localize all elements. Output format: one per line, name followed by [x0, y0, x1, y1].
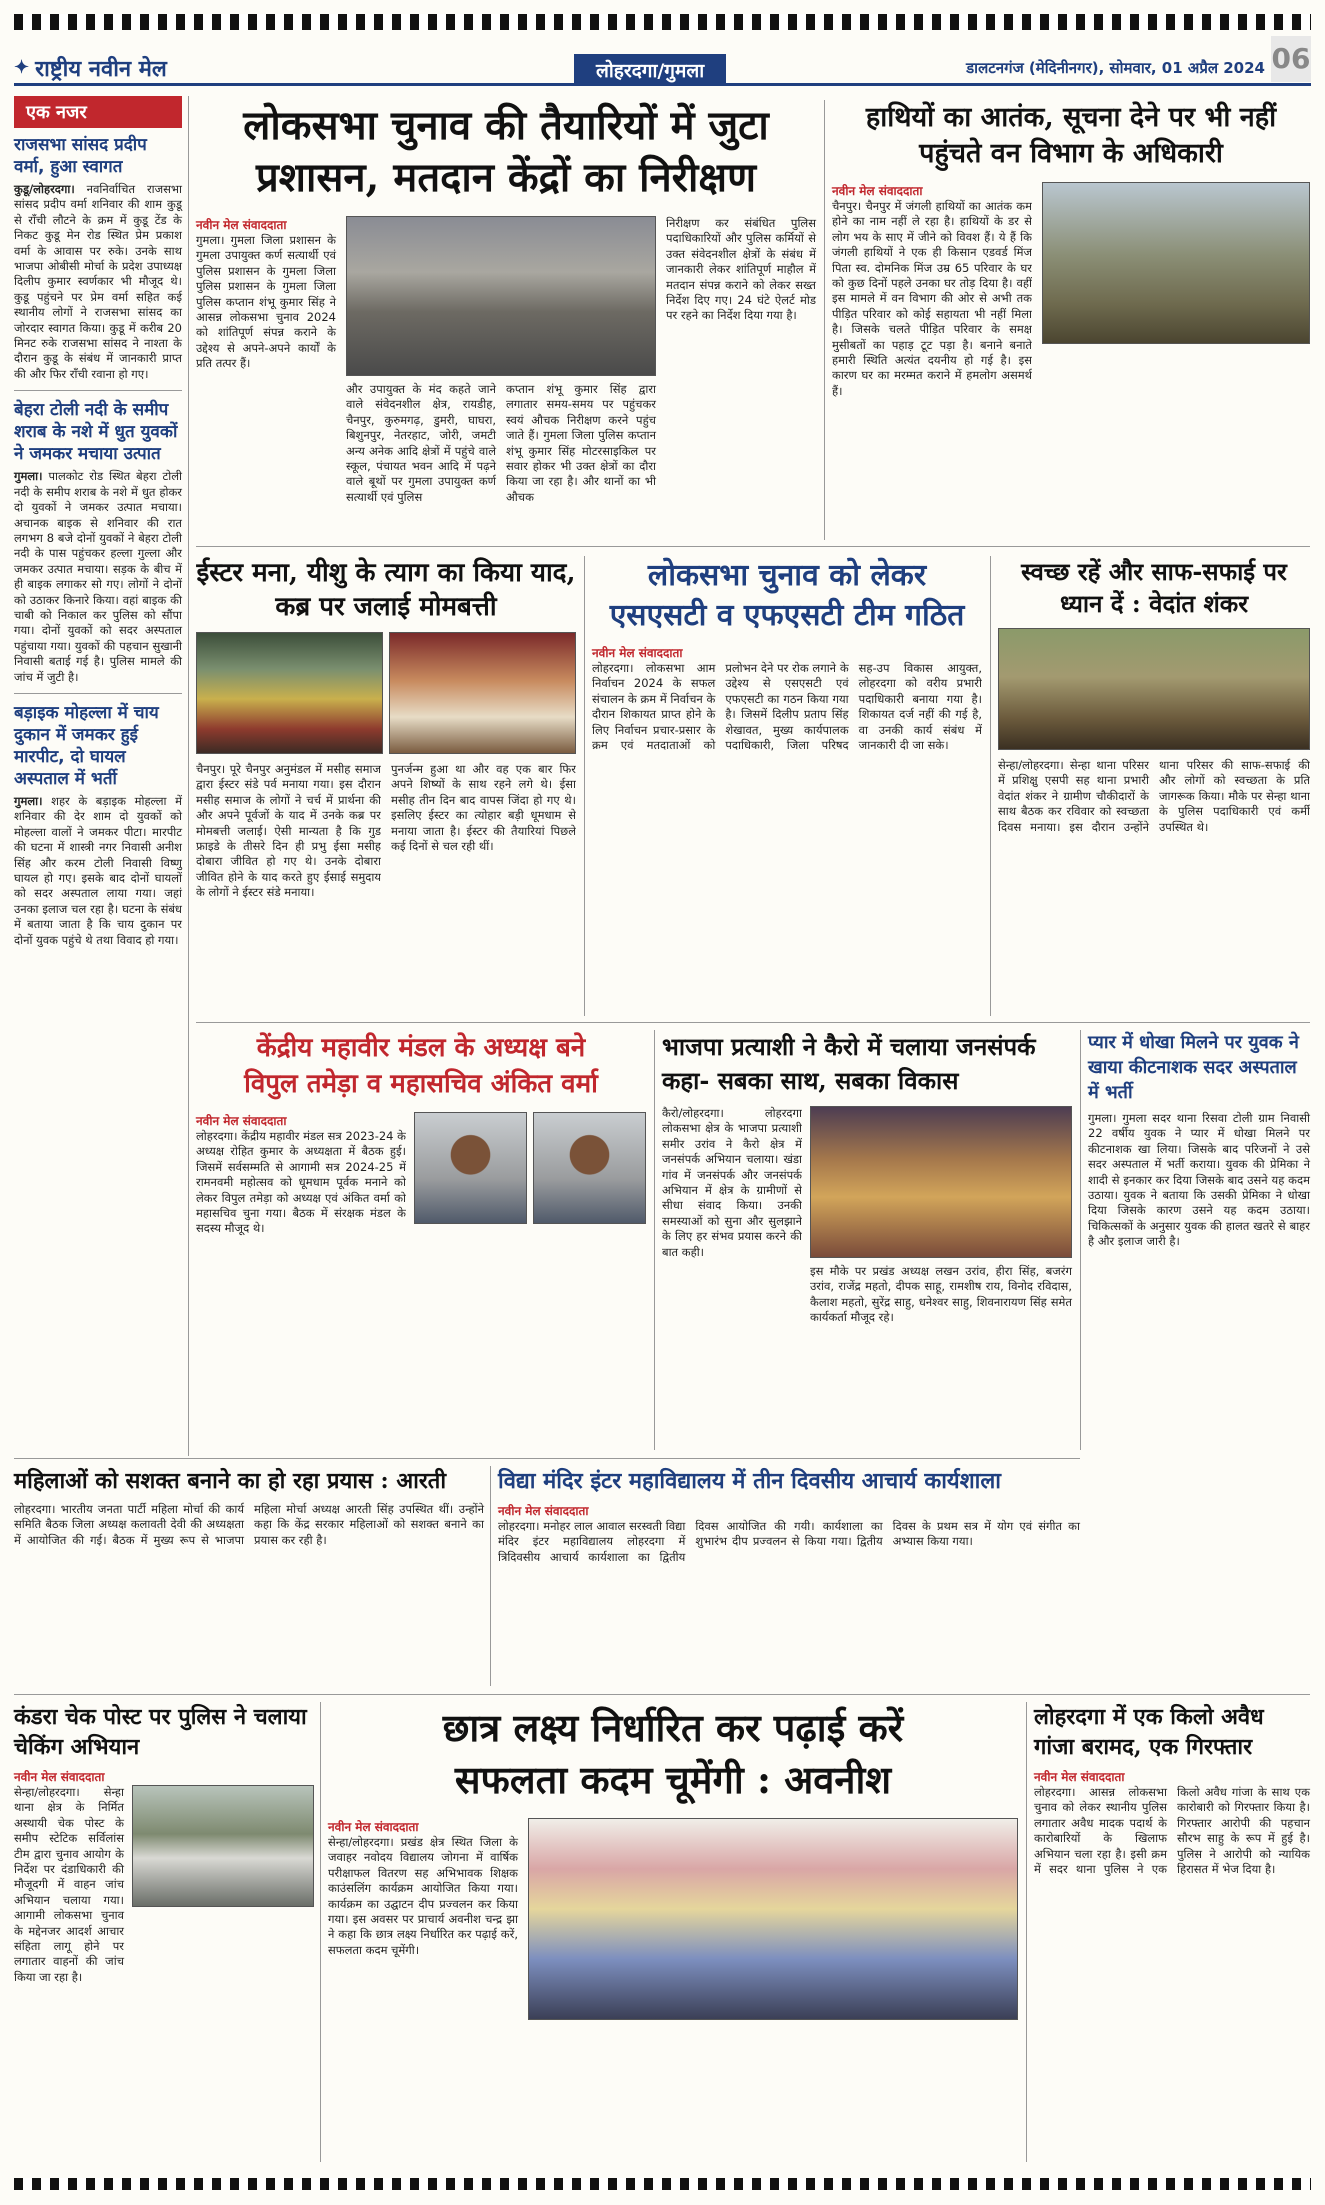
love-story: [1088, 1030, 1310, 1670]
easter-body-1: चैनपुर। पूरे चैनपुर अनुमंडल में मसीह समाज द्वारा ईस्टर संडे पर्व मनाया गया। इस दौरान मसीह समाज के लोगों ने चर्च में प्रार्थना की और अपने पूर्वजों के याद में उनके कब्र पर मोमबत्ती जलाई। ऐसी मान्यता है कि गुड फ्राइडे के तीसरे दिन ही प्रभु ईसा मसीह दोबारा जीवित हो गए थे। उनके दोबारा जीवित होने के याद करते हुए ईसाई समुदाय के लोगों ने ईस्टर संडे मनाया।: [196, 762, 381, 900]
elephant-byline: नवीन मेल संवाददाता: [832, 184, 923, 198]
elephant-headline: हाथियों का आतंक, सूचना देने पर भी नहीं पहुंचते वन विभाग के अधिकारी: [865, 102, 1277, 169]
divider: [14, 390, 182, 391]
grave-candle-photo: [389, 632, 576, 754]
column-rule: [824, 100, 825, 540]
column-rule: [654, 1030, 655, 1450]
kandra-story: [14, 1702, 314, 2162]
student-story: [328, 1702, 1018, 2162]
kandra-byline: नवीन मेल संवाददाता: [14, 1770, 105, 1784]
mandal-body: लोहरदगा। केंद्रीय महावीर मंडल सत्र 2023-24 के अध्यक्ष रोहित कुमार के अध्यक्षता में बैठक हुई। जिसमें सर्वसम्मति से आगामी सत्र 2024-25 में रामनवमी महोत्सव को धूमधाम पूर्वक मनाने को लेकर विपुल तमेड़ा को अध्यक्ष एवं अंकित वर्मा को महासचिव चुना गया। बैठक में संरक्षक मंडल के सदस्य मौजूद थे।: [196, 1129, 406, 1236]
column-rule: [584, 556, 585, 1016]
love-body: गुमला। गुमला सदर थाना रिसवा टोली ग्राम निवासी 22 वर्षीय युवक ने प्यार में धोखा मिलने पर कीटनाशक खा लिया। जिसके बाद परिजनों ने उसे सदर अस्पताल में भर्ती कराया। युवक की प्रेमिका ने शादी से इनकार कर दिया जिसके बाद उसने यह कदम उठाया। युवक ने बताया कि उसकी प्रेमिका ने धोखा दिया जिसके कारण उसने यह कदम उठाया। चिकित्सकों के अनुसार युवक की हालत खतरे से बाहर है और इलाज जारी है।: [1088, 1111, 1310, 1249]
paper-logo: [14, 53, 294, 83]
mandal-story: [196, 1030, 646, 1450]
bjp-headline: भाजपा प्रत्याशी ने कैरो में चलाया जनसंपर्क कहा- सबका साथ, सबका विकास: [662, 1032, 1036, 1095]
ganja-headline: लोहरदगा में एक किलो अवैध गांजा बरामद, एक गिरफ्तार: [1034, 1704, 1264, 1760]
secretary-photo: [533, 1112, 646, 1224]
mandal-headline: केंद्रीय महावीर मंडल के अध्यक्ष बने विपुल तमेड़ा व महासचिव अंकित वर्मा: [244, 1033, 598, 1099]
clean-story: [998, 556, 1310, 1016]
bjp-story: [662, 1030, 1072, 1450]
president-photo: [414, 1112, 527, 1224]
lead-body-1: गुमला। गुमला जिला प्रशासन के गुमला उपायुक्त कर्ण सत्यार्थी एवं पुलिस प्रशासन के गुमला जिला पुलिस प्रशासन के गुमला जिला पुलिस कप्तान शंभू कुमार सिंह ने आसन्न लोकसभा चुनाव 2024 को शांतिपूर्ण संपन्न कराने के उद्देश्य से अपने-अपने कार्यों के प्रति तत्पर हैं।: [196, 233, 336, 371]
campaign-photo: [810, 1106, 1072, 1258]
lead-headline: लोकसभा चुनाव की तैयारियों में जुटा प्रशासन, मतदान केंद्रों का निरीक्षण: [243, 102, 769, 201]
sst-headline: लोकसभा चुनाव को लेकर एसएसटी व एफएसटी टीम गठित: [609, 558, 965, 633]
lead-body-3: कप्तान शंभू कुमार सिंह द्वारा लगातार समय-समय पर पहुंचकर स्वयं औचक निरीक्षण करने पहुंच जाते हैं। गुमला जिला पुलिस कप्तान शंभू कुमार सिंह मोटरसाइकिल पर सवार होकर भी उक्त क्षेत्रों का दौरा किया जा रहा है। और थानों का भी औचक: [506, 382, 656, 504]
church-photo: [196, 632, 383, 754]
sidebar-headline-2: बेहरा टोली नदी के समीप शराब के नशे में धुत युवकों ने जमकर मचाया उत्पात: [14, 400, 178, 465]
sidebar-headline-3: बड़ाइक मोहल्ला में चाय दुकान में जमकर हुई मारपीट, दो घायल अस्पताल में भर्ती: [14, 702, 159, 789]
student-byline: नवीन मेल संवाददाता: [328, 1820, 419, 1834]
student-headline: छात्र लक्ष्य निर्धारित कर पढ़ाई करें सफलता कदम चूमेंगी : अवनीश: [442, 1705, 904, 1802]
vidya-body: लोहरदगा। मनोहर लाल आवाल सरस्वती विद्या मंदिर इंटर महाविद्यालय लोहरदगा में त्रिदिवसीय आचार्य कार्यशाला का द्वितीय दिवस आयोजित की गयी। कार्यशाला का शुभारंभ दीप प्रज्वलन से किया गया। द्वितीय दिवस के प्रथम सत्र में योग एवं संगीत का अभ्यास किया गया।: [498, 1519, 1080, 1564]
color-registration-strip-top: [14, 14, 1311, 30]
ganja-byline: नवीन मेल संवाददाता: [1034, 1770, 1125, 1784]
sst-story: [592, 556, 982, 1016]
vidya-headline: विद्या मंदिर इंटर महाविद्यालय में तीन दिवसीय आचार्य कार्यशाला: [498, 1468, 1001, 1494]
kandra-body: सेन्हा/लोहरदगा। सेन्हा थाना क्षेत्र के निर्मित अस्थायी चेक पोस्ट के समीप स्टेटिक सर्विलांस टीम द्वारा चुनाव आयोग के निर्देश पर दंडाधिकारी की मौजूदगी में वाहन जांच अभियान चलाया गया। आगामी लोकसभा चुनाव के मद्देनजर आदर्श आचार संहिता लागू होने पर लगातार वाहनों की जांच किया जा रहा है।: [14, 1785, 124, 1984]
sst-body: लोहरदगा। लोकसभा आम निर्वाचन 2024 के सफल संचालन के क्रम में निर्वाचन के दौरान शिकायत प्राप्त होने के लिए निर्वाचन प्रचार-प्रसार के क्रम एवं मतदाताओं को प्रलोभन देने पर रोक लगाने के उद्देश्य से एसएसटी एवं एफएसटी का गठन किया गया है। जिसमें दिलीप प्रताप सिंह शेखावत, मुख्य कार्यपालक पदाधिकारी, जिला परिषद सह-उप विकास आयुक्त, लोहरदगा को वरीय प्रभारी पदाधिकारी बनाया गया है। शिकायत दर्ज नहीं की गई है, वा उनकी कार्य संबंध में जानकारी दी जा सके।: [592, 661, 982, 753]
kandra-headline: कंडरा चेक पोस्ट पर पुलिस ने चलाया चेकिंग अभियान: [14, 1704, 307, 1760]
easter-story: [196, 556, 576, 1016]
lead-byline: नवीन मेल संवाददाता: [196, 218, 287, 232]
divider: [14, 693, 182, 694]
divider: [14, 1458, 1080, 1459]
award-ceremony-photo: [528, 1818, 1018, 2020]
divider: [196, 546, 1310, 547]
bjp-body: कैरो/लोहरदगा। लोहरदगा लोकसभा क्षेत्र के भाजपा प्रत्याशी समीर उरांव ने कैरो क्षेत्र में जनसंपर्क अभियान चलाया। खंडा गांव में जनसंपर्क और जनसंपर्क अभियान में क्षेत्र के ग्रामीणों से सीधा संवाद किया। उनकी समस्याओं को सुना और सुलझाने के लिए हर संभव प्रयास करने की बात कही।: [662, 1106, 802, 1259]
student-body: सेन्हा/लोहरदगा। प्रखंड क्षेत्र स्थित जिला के जवाहर नवोदय विद्यालय जोगना में वार्षिक परीक्षाफल वितरण सह अभिभावक शिक्षक काउंसलिंग कार्यक्रम आयोजित किया गया। कार्यक्रम का उद्घाटन दीप प्रज्वलन कर किया गया। इस अवसर पर प्राचार्य अवनीश चन्द्र झा ने कहा कि छात्र लक्ष्य निर्धारित कर पढ़ाई करें, सफलता कदम चूमेंगी।: [328, 1835, 518, 1957]
bird-logo-icon: ✦: [14, 57, 30, 78]
women-headline: महिलाओं को सशक्त बनाने का हो रहा प्रयास : आरती: [14, 1468, 447, 1494]
sidebar-body-1: कुडू/लोहरदगा। नवनिर्वाचित राजसभा सांसद प्रदीप वर्मा शनिवार की शाम कुडू से राँची लौटने के क्रम में कुडू टेंड के निकट कुडू मेन रोड स्थित प्रेम प्रकाश वर्मा के आवास पर रुके। उनके साथ भाजपा ओबीसी मोर्चा के प्रदेश उपाध्यक्ष दिलीप कुमार स्वर्णकार भी मौजूद थे। कुडू पहुंचने पर प्रेम वर्मा सहित कई स्थानीय लोगों ने राजसभा सांसद का जोरदार स्वागत किया। कुडू में करीब 20 मिनट रुके राजसभा सांसद ने नाश्ता के दौरान कुडू के संबंध में जानकारी प्राप्त की और फिर राँची रवाना हो गए।: [14, 182, 182, 381]
damaged-house-photo: [1042, 182, 1310, 344]
elephant-story: [832, 100, 1310, 540]
divider: [14, 1694, 1310, 1695]
column-rule: [490, 1466, 491, 1686]
sst-byline: नवीन मेल संवाददाता: [592, 646, 683, 660]
vidya-story: [498, 1466, 1080, 1686]
sidebar-tag: एक नजर: [14, 96, 182, 128]
mandal-byline: नवीन मेल संवाददाता: [196, 1114, 287, 1128]
sidebar-body-2: गुमला। पालकोट रोड स्थित बेहरा टोली नदी के समीप शराब के नशे में धुत होकर दो युवकों ने जमकर उत्पात मचाया। अचानक बाइक से शनिवार की रात लगभग 8 बजे दोनों युवकों ने बेहरा टोली नदी के पास पहुंचकर हल्ला गुल्ला और जमकर उत्पात मचाया। सड़क के बीच में ही बाइक लगाकर सो गए। लोगों ने दोनों को उठाकर किनारे किया। वहां बाइक की चाबी को निकाल कर पुलिस को सौंपा गया। दोनों युवकों को सदर अस्पताल पहुंचाया गया। युवकों की पहचान सुखानी निवासी बताई गई है। पुलिस मामले की जांच में जुटी है।: [14, 469, 183, 684]
lead-body-2: और उपायुक्त के मंद कहते जाने वाले संवेदनशील क्षेत्र, रायडीह, चैनपुर, कुरुमगढ़, डुमरी, घाघरा, बिशुनपुर, नेतरहाट, जोरी, जमटी अन्य अनेक आदि क्षेत्रों में पहुंचे वाले स्कूल, पंचायत भवन आदि में पढ़ने वाले बूथों पर गुमला उपायुक्त कर्ण सत्यार्थी एवं पुलिस: [346, 382, 496, 504]
ganja-body: लोहरदगा। आसन्न लोकसभा चुनाव को लेकर स्थानीय पुलिस लगातार अवैध मादक पदार्थ के कारोबारियों के खिलाफ अभियान चला रहा है। इसी क्रम में सदर थाना पुलिस ने एक किलो अवैध गांजा के साथ एक कारोबारी को गिरफ्तार किया है। गिरफ्तार आरोपी की पहचान सौरभ साहु के रूप में हुई है। पुलिस ने आरोपी को न्यायिक हिरासत में भेज दिया है।: [1034, 1785, 1310, 1877]
vidya-byline: नवीन मेल संवाददाता: [498, 1504, 589, 1518]
sidebar-headline-1: राजसभा सांसद प्रदीप वर्मा, हुआ स्वागत: [14, 135, 147, 177]
column-rule: [1080, 1030, 1081, 1450]
cleaning-photo: [998, 628, 1310, 750]
sidebar: [14, 96, 182, 1456]
love-headline: प्यार में धोखा मिलने पर युवक ने खाया कीटनाशक सदर अस्पताल में भर्ती: [1088, 1032, 1299, 1103]
lead-body-4: निरीक्षण कर संबंधित पुलिस पदाधिकारियों और पुलिस कर्मियों से उक्त संवेदनशील क्षेत्रों के संबंध में जानकारी लेकर शांतिपूर्ण माहौल में मतदान संपन्न कराने को लेकर सख्त निर्देश दिए गए। 24 घंटे ऐलर्ट मोड पर रहने का निर्देश दिया गया है।: [666, 216, 816, 323]
divider: [196, 1022, 1310, 1023]
ganja-story: [1034, 1702, 1310, 2162]
masthead: [14, 42, 1311, 86]
column-rule: [1026, 1702, 1027, 2162]
meeting-photo: [346, 216, 656, 376]
vehicle-checking-photo: [132, 1785, 314, 1907]
color-registration-strip-bottom: [14, 2178, 1311, 2190]
easter-body-2: पुनर्जन्म हुआ था और वह एक बार फिर अपने शिष्यों के साथ रहने लगे थे। ईसा मसीह तीन दिन बाद वापस जिंदा हो गए थे। इसलिए ईस्टर का त्योहार बड़ी धूमधाम से मनाया जाता है। ईस्टर की तैयारियां पिछले कई दिनों से चल रही थीं।: [391, 762, 576, 854]
page-number: 06: [1271, 36, 1311, 82]
bjp-photo-caption: इस मौके पर प्रखंड अध्यक्ष लखन उरांव, हीरा सिंह, बजरंग उरांव, राजेंद्र महतो, दीपक साहू, रामशीष राय, विनोद रविदास, कैलाश महतो, सुरेंद्र साहु, धनेश्वर साहु, शिवनारायण सिंह समेत कार्यकर्ता मौजूद रहे।: [810, 1264, 1072, 1325]
column-rule: [320, 1702, 321, 2162]
sidebar-body-3: गुमला। शहर के बड़ाइक मोहल्ला में शनिवार की देर शाम दो युवकों को मोहल्ला वालों ने जमकर पीटा। मारपीट की घटना में शास्त्री नगर निवासी अनीश सिंह और करम टोली निवासी विष्णु घायल हो गए। इसके बाद दोनों घायलों को सदर अस्पताल लाया गया। जहां उनका इलाज चल रहा है। घटना के संबंध में बताया जाता है कि चाय दुकान पर दोनों युवक पहुंचे थे तथा विवाद हो गया।: [14, 793, 183, 947]
column-rule: [188, 96, 189, 1456]
women-body: लोहरदगा। भारतीय जनता पार्टी महिला मोर्चा की कार्य समिति बैठक जिला अध्यक्ष कलावती देवी की अध्यक्षता में आयोजित की गई। बैठक में मुख्य रूप से भाजपा महिला मोर्चा अध्यक्ष आरती सिंह उपस्थित थीं। उन्होंने कहा कि केंद्र सरकार महिलाओं को सशक्त बनाने का प्रयास कर रही है।: [14, 1502, 484, 1547]
elephant-body: चैनपुर। चैनपुर में जंगली हाथियों का आतंक कम होने का नाम नहीं ले रहा है। हाथियों के डर से लोग भय के साए में जीने को विवश हैं। ये हैं कि जंगली हाथियों ने एक ही किसान एडवर्ड मिंज पिता स्व. दोमनिक मिंज उम्र 65 परिवार के घर को कुछ दिनों पहले उनका घर तोड़ दिया है। वहीं इस मामले में वन विभाग की ओर से अभी तक पीड़ित परिवार को कोई सहायता भी नहीं मिला है। जिसके चलते पीड़ित परिवार के समक्ष मुसीबतों का पहाड़ टूट पड़ा है। बनाने बनाते हमारी स्थिति अत्यंत दयनीय हो गई है। इस कारण घर का मरम्मत कराने में हमलोग असमर्थ हैं।: [832, 199, 1032, 398]
column-rule: [990, 556, 991, 1016]
section-tag: लोहरदगा/गुमला: [574, 54, 726, 86]
easter-headline: ईस्टर मना, यीशु के त्याग का किया याद, कब्र पर जलाई मोमबत्ती: [196, 558, 576, 622]
clean-headline: स्वच्छ रहें और साफ-सफाई पर ध्यान दें : वेदांत शंकर: [1021, 557, 1287, 618]
women-story: [14, 1466, 484, 1686]
clean-body: सेन्हा/लोहरदगा। सेन्हा थाना परिसर में प्रशिक्षु एसपी सह थाना प्रभारी वेदांत शंकर ने ग्रामीण चौकीदारों के साथ बैठक कर रविवार को स्वच्छता दिवस मनाया। इस दौरान उन्होंने थाना परिसर की साफ-सफाई की और लोगों को स्वच्छता के प्रति जागरूक किया। मौके पर सेन्हा थाना के पुलिस पदाधिकारी एवं कर्मी उपस्थित थे।: [998, 758, 1310, 834]
paper-name: राष्ट्रीय नवीन मेल: [35, 55, 167, 82]
lead-story: [196, 100, 816, 540]
dateline: डालटनगंज (मेदिनीनगर), सोमवार, 01 अप्रैल 2024: [966, 59, 1265, 77]
